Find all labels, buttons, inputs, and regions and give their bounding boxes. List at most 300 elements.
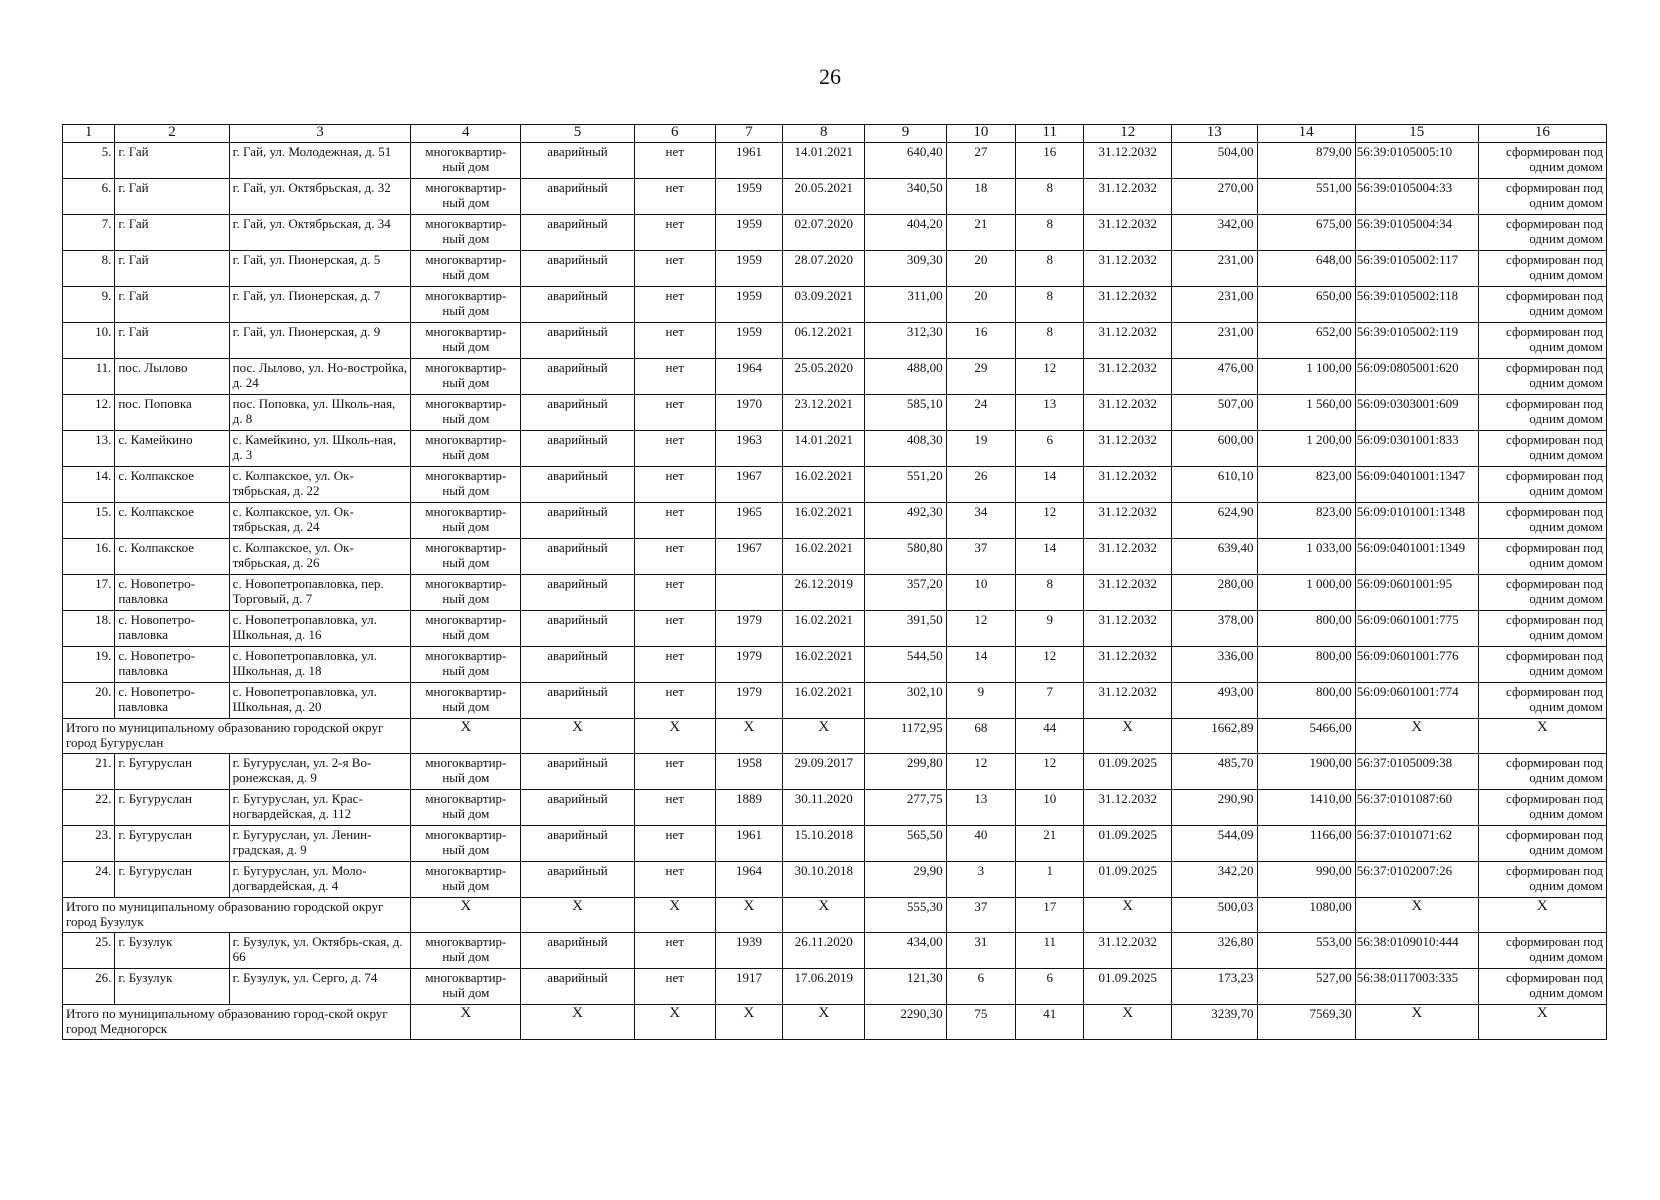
total-cell: X xyxy=(634,1005,715,1040)
total-cell: 2290,30 xyxy=(865,1005,946,1040)
table-row xyxy=(63,754,1607,790)
table-cell: 488,00 xyxy=(865,359,946,395)
header-cell: 3 xyxy=(229,125,411,143)
table-cell: 14 xyxy=(1016,539,1084,575)
total-row xyxy=(63,898,1607,933)
table-cell: 476,00 xyxy=(1172,359,1257,395)
table-cell: г. Гай, ул. Октябрьская, д. 34 xyxy=(229,215,411,251)
table-cell: с. Новопетропавловка, ул. Школьная, д. 18 xyxy=(229,647,411,683)
table-cell: 675,00 xyxy=(1257,215,1355,251)
table-cell: 29.09.2017 xyxy=(783,754,865,790)
total-cell: X xyxy=(634,719,715,754)
header-cell: 8 xyxy=(783,125,865,143)
table-cell: нет xyxy=(634,395,715,431)
table-row xyxy=(63,790,1607,826)
table-cell: 6. xyxy=(63,179,115,215)
table-cell: многоквартир-ный дом xyxy=(411,862,521,898)
table-cell: 12 xyxy=(946,754,1015,790)
table-cell: 342,00 xyxy=(1172,215,1257,251)
table-cell: 9 xyxy=(1016,611,1084,647)
table-cell: 18. xyxy=(63,611,115,647)
table-cell: 56:37:0105009:38 xyxy=(1355,754,1478,790)
table-cell: 30.10.2018 xyxy=(783,862,865,898)
table-cell: 823,00 xyxy=(1257,503,1355,539)
table-cell: с. Новопетро-павловка xyxy=(115,575,229,611)
total-cell: X xyxy=(783,1005,865,1040)
table-cell: 624,90 xyxy=(1172,503,1257,539)
table-cell: 14 xyxy=(946,647,1015,683)
table-row xyxy=(63,611,1607,647)
table-cell: 990,00 xyxy=(1257,862,1355,898)
table-cell: нет xyxy=(634,143,715,179)
table-cell: 31.12.2032 xyxy=(1084,790,1172,826)
table-cell: 20.05.2021 xyxy=(783,179,865,215)
table-cell: 544,50 xyxy=(865,647,946,683)
table-row xyxy=(63,431,1607,467)
table-cell: 31.12.2032 xyxy=(1084,431,1172,467)
table-cell: 16.02.2021 xyxy=(783,503,865,539)
table-cell: с. Колпакское, ул. Ок-тябрьская, д. 24 xyxy=(229,503,411,539)
total-cell: X xyxy=(1355,898,1478,933)
table-cell: 12. xyxy=(63,395,115,431)
table-cell: 37 xyxy=(946,539,1015,575)
table-cell: 340,50 xyxy=(865,179,946,215)
table-row xyxy=(63,467,1607,503)
table-cell: с. Колпакское xyxy=(115,539,229,575)
table-cell: 290,90 xyxy=(1172,790,1257,826)
table-cell: 16. xyxy=(63,539,115,575)
table-cell: 1970 xyxy=(715,395,782,431)
table-cell: 1410,00 xyxy=(1257,790,1355,826)
total-cell: X xyxy=(411,898,521,933)
table-row xyxy=(63,287,1607,323)
header-cell: 15 xyxy=(1355,125,1478,143)
table-cell: 1967 xyxy=(715,539,782,575)
table-cell: нет xyxy=(634,933,715,969)
table-cell: 121,30 xyxy=(865,969,946,1005)
table-cell: нет xyxy=(634,683,715,719)
table-cell: аварийный xyxy=(521,215,634,251)
header-cell: 13 xyxy=(1172,125,1257,143)
table-cell: 31.12.2032 xyxy=(1084,539,1172,575)
table-cell: 1959 xyxy=(715,251,782,287)
table-cell: аварийный xyxy=(521,179,634,215)
table-cell: 434,00 xyxy=(865,933,946,969)
table-cell: 29,90 xyxy=(865,862,946,898)
table-cell: 1967 xyxy=(715,467,782,503)
total-label: Итого по муниципальному образованию город-ской округ город Медногорск xyxy=(63,1005,411,1040)
table-cell: 26.12.2019 xyxy=(783,575,865,611)
total-cell: X xyxy=(521,1005,634,1040)
table-cell: 56:09:0601001:95 xyxy=(1355,575,1478,611)
table-cell: 56:09:0303001:609 xyxy=(1355,395,1478,431)
table-cell: нет xyxy=(634,251,715,287)
table-cell: 9 xyxy=(946,683,1015,719)
table-cell: нет xyxy=(634,790,715,826)
table-cell: 16.02.2021 xyxy=(783,539,865,575)
table-cell: 1979 xyxy=(715,683,782,719)
table-cell: 01.09.2025 xyxy=(1084,862,1172,898)
table-cell: сформирован под одним домом xyxy=(1478,395,1606,431)
header-cell: 9 xyxy=(865,125,946,143)
table-cell: 1961 xyxy=(715,826,782,862)
table-cell: 03.09.2021 xyxy=(783,287,865,323)
table-cell: 1958 xyxy=(715,754,782,790)
total-cell: 68 xyxy=(946,719,1015,754)
table-cell: 391,50 xyxy=(865,611,946,647)
table-cell: 648,00 xyxy=(1257,251,1355,287)
table-cell: 378,00 xyxy=(1172,611,1257,647)
table-cell: 56:09:0101001:1348 xyxy=(1355,503,1478,539)
table-cell: аварийный xyxy=(521,754,634,790)
table-cell: 13. xyxy=(63,431,115,467)
table-cell: 1979 xyxy=(715,647,782,683)
table-cell: 56:09:0805001:620 xyxy=(1355,359,1478,395)
table-row xyxy=(63,395,1607,431)
table-cell: 1 100,00 xyxy=(1257,359,1355,395)
table-cell: 21 xyxy=(946,215,1015,251)
table-cell: 1959 xyxy=(715,287,782,323)
table-cell: г. Бугуруслан xyxy=(115,862,229,898)
table-cell: 56:38:0117003:335 xyxy=(1355,969,1478,1005)
table-cell: 31.12.2032 xyxy=(1084,467,1172,503)
table-cell: нет xyxy=(634,323,715,359)
table-cell: нет xyxy=(634,359,715,395)
table-cell: многоквартир-ный дом xyxy=(411,539,521,575)
table-cell: аварийный xyxy=(521,323,634,359)
table-cell: с. Камейкино, ул. Школь-ная, д. 3 xyxy=(229,431,411,467)
table-cell: 299,80 xyxy=(865,754,946,790)
total-cell: 1662,89 xyxy=(1172,719,1257,754)
table-cell: 23.12.2021 xyxy=(783,395,865,431)
table-cell: аварийный xyxy=(521,143,634,179)
total-cell: X xyxy=(411,1005,521,1040)
table-cell: 270,00 xyxy=(1172,179,1257,215)
header-cell: 6 xyxy=(634,125,715,143)
table-cell: 26.11.2020 xyxy=(783,933,865,969)
total-cell: 500,03 xyxy=(1172,898,1257,933)
table-cell: 21. xyxy=(63,754,115,790)
table-cell: 10 xyxy=(946,575,1015,611)
table-cell: 56:09:0601001:774 xyxy=(1355,683,1478,719)
table-cell: нет xyxy=(634,754,715,790)
table-cell: нет xyxy=(634,826,715,862)
total-cell: 17 xyxy=(1016,898,1084,933)
table-cell: 12 xyxy=(1016,754,1084,790)
table-cell: 56:09:0401001:1349 xyxy=(1355,539,1478,575)
table-cell: 31.12.2032 xyxy=(1084,395,1172,431)
table-cell: 1 560,00 xyxy=(1257,395,1355,431)
table-cell: 507,00 xyxy=(1172,395,1257,431)
table-cell: 06.12.2021 xyxy=(783,323,865,359)
table-cell: 15.10.2018 xyxy=(783,826,865,862)
table-cell: 7. xyxy=(63,215,115,251)
total-cell: 75 xyxy=(946,1005,1015,1040)
total-cell: X xyxy=(411,719,521,754)
table-cell: сформирован под одним домом xyxy=(1478,933,1606,969)
total-cell: 7569,30 xyxy=(1257,1005,1355,1040)
table-cell: 31.12.2032 xyxy=(1084,251,1172,287)
table-cell: многоквартир-ный дом xyxy=(411,431,521,467)
table-cell: 31 xyxy=(946,933,1015,969)
table-cell: 1959 xyxy=(715,215,782,251)
table-cell: 23. xyxy=(63,826,115,862)
table-cell: 56:37:0101071:62 xyxy=(1355,826,1478,862)
table-cell: 13 xyxy=(946,790,1015,826)
table-body xyxy=(63,143,1607,1040)
table-cell: 31.12.2032 xyxy=(1084,215,1172,251)
table-row xyxy=(63,969,1607,1005)
table-cell: сформирован под одним домом xyxy=(1478,323,1606,359)
table-cell: 31.12.2032 xyxy=(1084,683,1172,719)
table-cell: пос. Поповка, ул. Школь-ная, д. 8 xyxy=(229,395,411,431)
table-cell: многоквартир-ный дом xyxy=(411,754,521,790)
table-row xyxy=(63,503,1607,539)
table-cell: с. Колпакское xyxy=(115,467,229,503)
table-cell: 34 xyxy=(946,503,1015,539)
header-cell: 10 xyxy=(946,125,1015,143)
table-cell: многоквартир-ный дом xyxy=(411,611,521,647)
table-cell: 342,20 xyxy=(1172,862,1257,898)
table-cell: г. Бугуруслан, ул. Моло-догвардейская, д. 4 xyxy=(229,862,411,898)
table-cell: 19. xyxy=(63,647,115,683)
table-cell: с. Новопетропавловка, ул. Школьная, д. 20 xyxy=(229,683,411,719)
table-cell: многоквартир-ный дом xyxy=(411,826,521,862)
table-cell: 336,00 xyxy=(1172,647,1257,683)
header-cell: 14 xyxy=(1257,125,1355,143)
total-cell: X xyxy=(1084,1005,1172,1040)
table-cell: сформирован под одним домом xyxy=(1478,683,1606,719)
table-cell: 31.12.2032 xyxy=(1084,575,1172,611)
table-cell: многоквартир-ный дом xyxy=(411,647,521,683)
table-cell: 20 xyxy=(946,251,1015,287)
table-cell: сформирован под одним домом xyxy=(1478,539,1606,575)
table-cell: 56:09:0601001:775 xyxy=(1355,611,1478,647)
table-cell: многоквартир-ный дом xyxy=(411,969,521,1005)
table-cell: 1900,00 xyxy=(1257,754,1355,790)
table-cell: 1939 xyxy=(715,933,782,969)
table-cell: 16.02.2021 xyxy=(783,683,865,719)
table-cell: г. Бузулук, ул. Серго, д. 74 xyxy=(229,969,411,1005)
table-cell: пос. Поповка xyxy=(115,395,229,431)
table-cell: 1979 xyxy=(715,611,782,647)
table-cell: г. Гай xyxy=(115,215,229,251)
table-cell: 31.12.2032 xyxy=(1084,179,1172,215)
header-cell: 11 xyxy=(1016,125,1084,143)
table-cell: 8 xyxy=(1016,251,1084,287)
table-row xyxy=(63,862,1607,898)
total-cell: X xyxy=(783,898,865,933)
table-cell: 8. xyxy=(63,251,115,287)
table-cell: 25.05.2020 xyxy=(783,359,865,395)
total-cell: 37 xyxy=(946,898,1015,933)
table-cell: нет xyxy=(634,862,715,898)
table-cell: с. Новопетро-павловка xyxy=(115,647,229,683)
table-cell: 56:09:0601001:776 xyxy=(1355,647,1478,683)
total-cell: X xyxy=(715,1005,782,1040)
table-cell: 8 xyxy=(1016,179,1084,215)
table-cell: 6 xyxy=(946,969,1015,1005)
table-cell: 27 xyxy=(946,143,1015,179)
table-cell: 1166,00 xyxy=(1257,826,1355,862)
table-cell: нет xyxy=(634,575,715,611)
table-cell: 173,23 xyxy=(1172,969,1257,1005)
table-cell: сформирован под одним домом xyxy=(1478,143,1606,179)
table-cell: аварийный xyxy=(521,287,634,323)
table-cell: г. Бугуруслан, ул. Ленин-градская, д. 9 xyxy=(229,826,411,862)
table-cell: 544,09 xyxy=(1172,826,1257,862)
table-cell: 565,50 xyxy=(865,826,946,862)
table-row xyxy=(63,359,1607,395)
table-cell: с. Новопетро-павловка xyxy=(115,683,229,719)
table-row xyxy=(63,215,1607,251)
table-cell: аварийный xyxy=(521,431,634,467)
table-cell: 56:39:0105002:117 xyxy=(1355,251,1478,287)
table-cell: сформирован под одним домом xyxy=(1478,611,1606,647)
total-cell: 3239,70 xyxy=(1172,1005,1257,1040)
table-cell: 585,10 xyxy=(865,395,946,431)
header-cell: 5 xyxy=(521,125,634,143)
table-cell: г. Бугуруслан xyxy=(115,754,229,790)
table-cell: 492,30 xyxy=(865,503,946,539)
header-cell: 4 xyxy=(411,125,521,143)
table-cell: 527,00 xyxy=(1257,969,1355,1005)
table-cell: г. Гай xyxy=(115,179,229,215)
table-cell: г. Гай, ул. Пионерская, д. 9 xyxy=(229,323,411,359)
table-cell: 408,30 xyxy=(865,431,946,467)
table-row xyxy=(63,933,1607,969)
table-cell: с. Колпакское, ул. Ок-тябрьская, д. 22 xyxy=(229,467,411,503)
table-cell: 1961 xyxy=(715,143,782,179)
page-number: 26 xyxy=(819,64,841,89)
table-cell: 1 xyxy=(1016,862,1084,898)
table-cell: 8 xyxy=(1016,575,1084,611)
table-cell: многоквартир-ный дом xyxy=(411,143,521,179)
table-row xyxy=(63,539,1607,575)
table-cell: с. Новопетропавловка, пер. Торговый, д. 7 xyxy=(229,575,411,611)
table-cell: 580,80 xyxy=(865,539,946,575)
total-cell: X xyxy=(1478,719,1606,754)
table-cell: 24. xyxy=(63,862,115,898)
table-cell: 20 xyxy=(946,287,1015,323)
table-cell: многоквартир-ный дом xyxy=(411,467,521,503)
table-cell: 24 xyxy=(946,395,1015,431)
table-cell: 8 xyxy=(1016,215,1084,251)
table-cell: 28.07.2020 xyxy=(783,251,865,287)
table-cell: нет xyxy=(634,467,715,503)
table-cell: 8 xyxy=(1016,287,1084,323)
table-cell: аварийный xyxy=(521,251,634,287)
total-cell: X xyxy=(1478,898,1606,933)
table-cell: 12 xyxy=(946,611,1015,647)
table-cell: 1 200,00 xyxy=(1257,431,1355,467)
table-cell: 231,00 xyxy=(1172,323,1257,359)
table-cell: 6 xyxy=(1016,969,1084,1005)
table-cell: сформирован под одним домом xyxy=(1478,359,1606,395)
table-cell: 56:39:0105005:10 xyxy=(1355,143,1478,179)
table-cell: многоквартир-ный дом xyxy=(411,323,521,359)
table-cell: г. Гай, ул. Октябрьская, д. 32 xyxy=(229,179,411,215)
table-cell: многоквартир-ный дом xyxy=(411,215,521,251)
table-cell: 12 xyxy=(1016,503,1084,539)
table-cell: 56:39:0105004:33 xyxy=(1355,179,1478,215)
table-cell: 231,00 xyxy=(1172,287,1257,323)
header-cell: 2 xyxy=(115,125,229,143)
table-cell: нет xyxy=(634,539,715,575)
table-cell: 6 xyxy=(1016,431,1084,467)
table-cell: 504,00 xyxy=(1172,143,1257,179)
table-cell: г. Бузулук, ул. Октябрь-ская, д. 66 xyxy=(229,933,411,969)
table-cell: аварийный xyxy=(521,862,634,898)
total-cell: X xyxy=(715,719,782,754)
total-cell: X xyxy=(783,719,865,754)
table-cell: 30.11.2020 xyxy=(783,790,865,826)
total-cell: X xyxy=(1084,719,1172,754)
table-cell: г. Гай xyxy=(115,287,229,323)
table-cell: 8 xyxy=(1016,323,1084,359)
total-cell: 1080,00 xyxy=(1257,898,1355,933)
table-cell: сформирован под одним домом xyxy=(1478,215,1606,251)
table-cell: сформирован под одним домом xyxy=(1478,431,1606,467)
table-cell: 600,00 xyxy=(1172,431,1257,467)
table-cell: 56:39:0105002:118 xyxy=(1355,287,1478,323)
table-cell: 12 xyxy=(1016,359,1084,395)
table-cell: 3 xyxy=(946,862,1015,898)
table-cell: 1 000,00 xyxy=(1257,575,1355,611)
table-cell: 29 xyxy=(946,359,1015,395)
table-cell: 56:37:0102007:26 xyxy=(1355,862,1478,898)
table-cell: 26 xyxy=(946,467,1015,503)
total-cell: X xyxy=(1355,719,1478,754)
table-cell: 309,30 xyxy=(865,251,946,287)
table-cell: 800,00 xyxy=(1257,647,1355,683)
table-cell: аварийный xyxy=(521,683,634,719)
table-cell: г. Бузулук xyxy=(115,933,229,969)
table-cell: многоквартир-ный дом xyxy=(411,933,521,969)
table-cell: 22. xyxy=(63,790,115,826)
table-cell: нет xyxy=(634,179,715,215)
total-label: Итого по муниципальному образованию городской округ город Бузулук xyxy=(63,898,411,933)
table-cell: 02.07.2020 xyxy=(783,215,865,251)
table-cell: многоквартир-ный дом xyxy=(411,251,521,287)
table-row xyxy=(63,826,1607,862)
table-row xyxy=(63,683,1607,719)
table-cell: многоквартир-ный дом xyxy=(411,575,521,611)
table-cell: 1959 xyxy=(715,323,782,359)
table-cell: 10. xyxy=(63,323,115,359)
table-cell: сформирован под одним домом xyxy=(1478,467,1606,503)
table-cell: 31.12.2032 xyxy=(1084,611,1172,647)
table-row xyxy=(63,251,1607,287)
table-cell: нет xyxy=(634,969,715,1005)
table-cell: многоквартир-ный дом xyxy=(411,790,521,826)
table-cell: аварийный xyxy=(521,826,634,862)
table-cell: 650,00 xyxy=(1257,287,1355,323)
housing-table xyxy=(62,124,1607,1040)
table-cell: многоквартир-ный дом xyxy=(411,503,521,539)
table-cell: 14 xyxy=(1016,467,1084,503)
table-cell: многоквартир-ный дом xyxy=(411,359,521,395)
table-cell: г. Бузулук xyxy=(115,969,229,1005)
table-cell: нет xyxy=(634,215,715,251)
table-cell: 31.12.2032 xyxy=(1084,503,1172,539)
table-cell: 17. xyxy=(63,575,115,611)
table-cell: 16.02.2021 xyxy=(783,467,865,503)
table-cell: многоквартир-ный дом xyxy=(411,287,521,323)
table-cell: 11 xyxy=(1016,933,1084,969)
table-cell: 14. xyxy=(63,467,115,503)
table-cell: 31.12.2032 xyxy=(1084,933,1172,969)
